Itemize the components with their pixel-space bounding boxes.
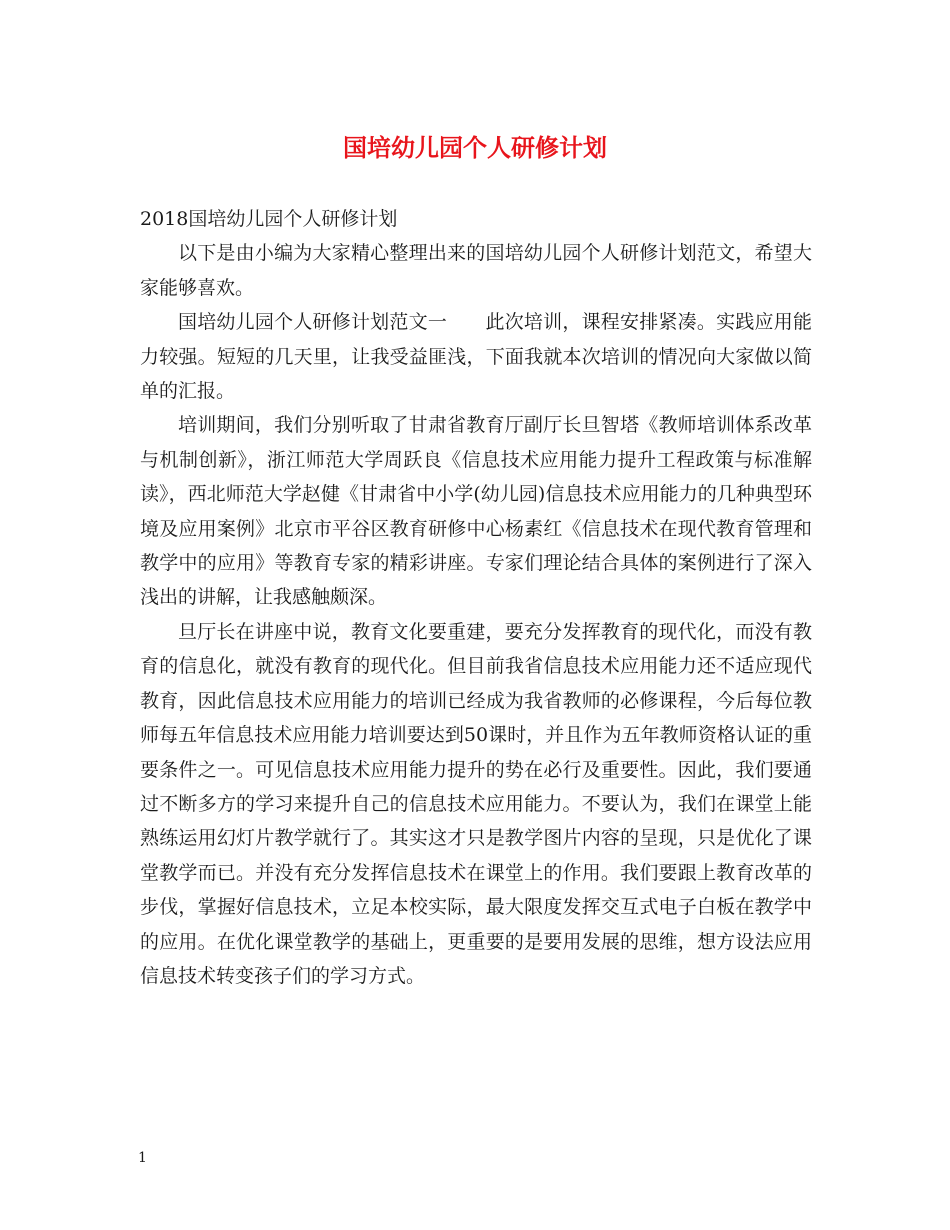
document-subtitle: 2018国培幼儿园个人研修计划 — [140, 208, 398, 230]
page-number: 1 — [138, 1150, 147, 1166]
paragraph-intro: 以下是由小编为大家精心整理出来的国培幼儿园个人研修计划范文，希望大家能够喜欢。 — [140, 242, 812, 299]
paragraph-lecture-summary: 旦厅长在讲座中说，教育文化要重建，要充分发挥教育的现代化，而没有教育的信息化，就没有教育的现代化。但目前我省信息技术应用能力还不适应现代教育，因此信息技术应用能力的培训已经成为我省教师的必修课程，今后每位教师每五年信息技术应用能力培训要达到50课时，并且作为五年教师资格认证的重要条件之一。可见信息技术应用能力提升的势在必行及重要性。因此，我们要通过不断多方的学习来提升自己的信息技术应用能力。不要认为，我们在课堂上能熟练运用幻灯片教学就行了。其实这才只是教学图片内容的呈现，只是优化了课堂教学而已。并没有充分发挥信息技术在课堂上的作用。我们要跟上教育改革的步伐，掌握好信息技术，立足本校实际，最大限度发挥交互式电子白板在教学中的应用。在优化课堂教学的基础上，更重要的是要用发展的思维，想方设法应用信息技术转变孩子们的学习方式。 — [140, 620, 812, 987]
paragraph-training-period: 培训期间，我们分别听取了甘肃省教育厅副厅长旦智塔《教师培训体系改革与机制创新》，浙江师范大学周跃良《信息技术应用能力提升工程政策与标准解读》，西北师范大学赵健《甘肃省中小学(幼儿园)信息技术应用能力的几种典型环境及应用案例》北京市平谷区教育研修中心杨素红《信息技术在现代教育管理和教学中的应用》等教育专家的精彩讲座。专家们理论结合具体的案例进行了深入浅出的讲解，让我感触颇深。 — [140, 414, 812, 609]
page-title: 国培幼儿园个人研修计划 — [343, 133, 607, 162]
paragraph-sample-one: 国培幼儿园个人研修计划范文一 此次培训，课程安排紧凑。实践应用能力较强。短短的几天里，让我受益匪浅，下面我就本次培训的情况向大家做以简单的汇报。 — [140, 311, 812, 403]
document-body — [140, 202, 812, 993]
